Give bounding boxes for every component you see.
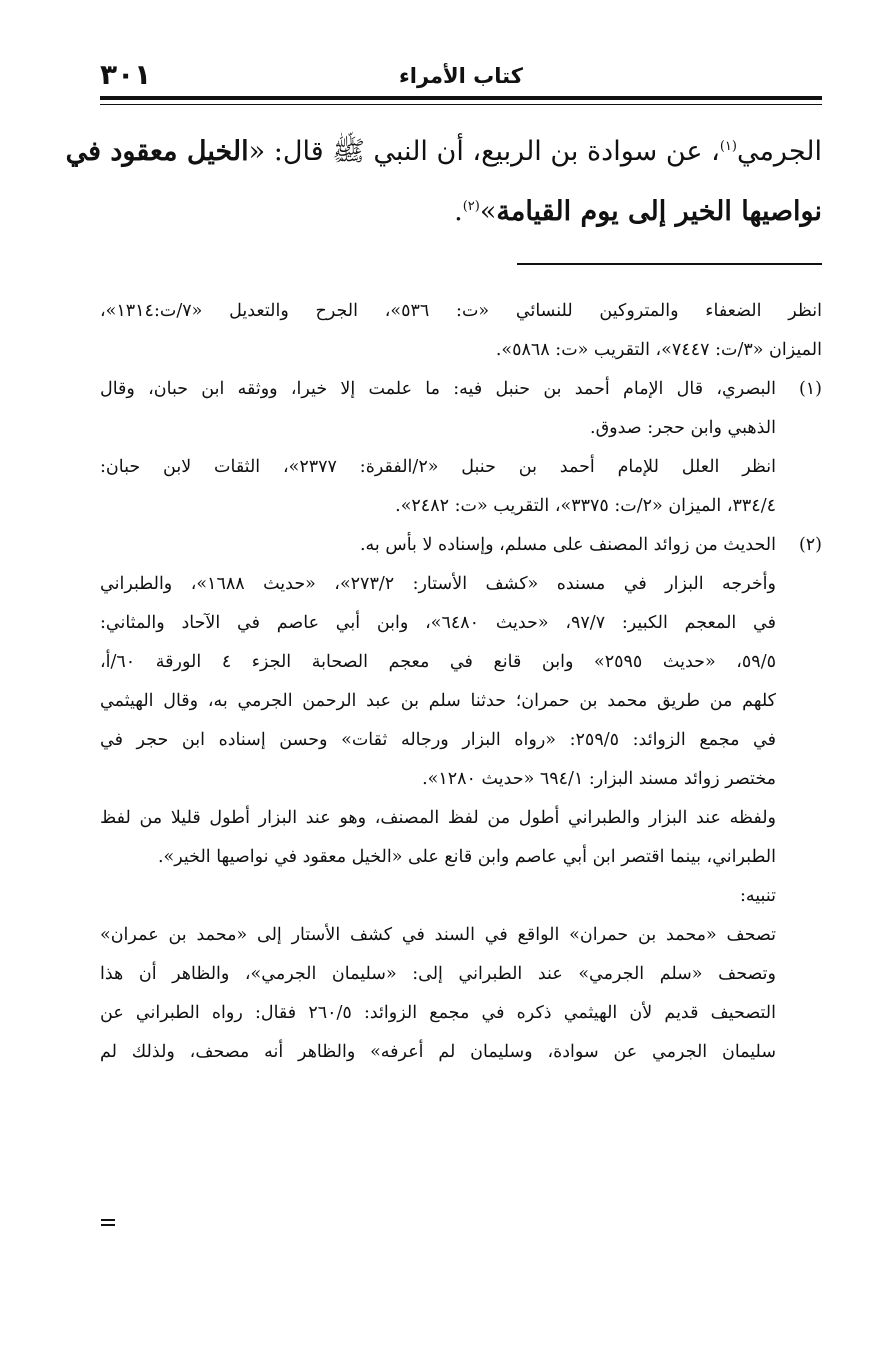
footnote-line-text: تنبيه:	[740, 886, 776, 906]
footnote-line-text: الطبراني، بينما اقتصر ابن أبي عاصم وابن قانع على «الخيل معقود في نواصيها الخير».	[157, 847, 776, 867]
footnote-line-text: كلهم من طريق محمد بن حمران؛ حدثنا سلم بن عبد الرحمن الجرمي به، وقال الهيثمي	[100, 691, 776, 711]
hadith-text-part-2: نواصيها الخير إلى يوم القيامة	[496, 196, 822, 227]
footnote-line-text: في مجمع الزوائد: ٢٥٩/٥: «رواه البزار ورجاله ثقات» وحسن إسناده ابن حجر في	[100, 730, 777, 750]
footnote-1	[100, 370, 822, 526]
header-rule-thick	[100, 96, 822, 100]
footnote-line	[100, 526, 822, 565]
footnote-line	[100, 292, 822, 331]
footnote-line-text: انظر الضعفاء والمتروكين للنسائي «ت: ٥٣٦»، الجرح والتعديل «٧/ت:١٣١٤»،	[100, 301, 822, 321]
footnote-line	[100, 643, 822, 682]
sentence-end: .	[454, 196, 463, 227]
continuation-mark-top	[101, 1219, 115, 1221]
footnotes	[100, 292, 822, 1072]
footnote-line-text: سليمان الجرمي عن سوادة، وسليمان لم أعرفه» والظاهر أنه مصحف، ولذلك لم	[100, 1042, 776, 1062]
footnote-line-text: البصري، قال الإمام أحمد بن حنبل فيه: ما علمت إلا خيرا، ووثقه ابن حبان، وقال	[100, 379, 776, 399]
quote-close: »	[479, 196, 497, 227]
footnote-number: (١)	[798, 379, 822, 399]
footnote-line-text: مختصر زوائد مسند البزار: ٦٩٤/١ «حديث ١٢٨٠».	[422, 769, 776, 789]
footnote-line	[100, 487, 822, 526]
main-text	[65, 122, 822, 242]
footnote-line	[100, 799, 822, 838]
footnote-line-text: الذهبي وابن حجر: صدوق.	[590, 418, 776, 438]
footnote-line-text: في المعجم الكبير: ٩٧/٧، «حديث ٦٤٨٠»، وابن أبي عاصم في الآحاد والمثاني:	[100, 613, 776, 633]
footnote-line	[100, 994, 822, 1033]
footnote-2	[100, 526, 822, 1072]
chapter-title: كتاب الأمراء	[399, 64, 523, 88]
footnote-line	[100, 1033, 822, 1072]
footnote-line-text: ٥٩/٥، «حديث ٢٥٩٥» وابن قانع في معجم الصحابة الجزء ٤ الورقة ٦٠/أ،	[100, 652, 776, 672]
footnote-line-text: انظر العلل للإمام أحمد بن حنبل «٢/الفقرة: ٢٣٧٧»، الثقات لابن حبان:	[100, 457, 776, 477]
footnote-number: (٢)	[798, 535, 822, 555]
footnote-line	[100, 838, 822, 877]
footnote-continued	[100, 292, 822, 370]
running-header	[100, 58, 822, 92]
footnote-line	[100, 604, 822, 643]
footnote-line	[100, 760, 822, 799]
footnote-line-text: وتصحف «سلم الجرمي» عند الطبراني إلى: «سليمان الجرمي»، والظاهر أن هذا	[100, 964, 776, 984]
footnote-line-text: الميزان «٣/ت: ٧٤٤٧»، التقريب «ت: ٥٨٦٨».	[495, 340, 822, 360]
footnote-line	[100, 682, 822, 721]
footnote-line-text: تصحف «محمد بن حمران» الواقع في السند في كشف الأستار إلى «محمد بن عمران»	[100, 925, 776, 945]
footnote-line-text: وأخرجه البزار في مسنده «كشف الأستار: ٢٧٣/٢»، «حديث ١٦٨٨»، والطبراني	[100, 574, 776, 594]
narrator-name: الجرمي	[736, 136, 822, 167]
header-rule-thin	[100, 104, 822, 105]
footnote-line-text: ٣٣٤/٤، الميزان «٢/ت: ٣٣٧٥»، التقريب «ت: ٢٤٨٢».	[395, 496, 776, 516]
footnote-ref-1: (١)	[719, 139, 737, 154]
footnote-line	[100, 448, 822, 487]
footnote-line	[100, 955, 822, 994]
continuation-mark-bottom	[101, 1224, 115, 1226]
footnote-ref-2: (٢)	[462, 199, 480, 214]
footnote-line	[100, 916, 822, 955]
main-line-2	[100, 182, 822, 242]
isnad-text: ، عن سوادة بن الربيع، أن النبي ﷺ قال: «	[248, 136, 720, 167]
footnote-line	[100, 409, 822, 448]
footnote-line-text: التصحيف قديم لأن الهيثمي ذكره في مجمع الزوائد: ٢٦٠/٥ فقال: رواه الطبراني عن	[100, 1003, 776, 1023]
footnote-line-text: الحديث من زوائد المصنف على مسلم، وإسناده لا بأس به.	[359, 535, 776, 555]
footnote-line	[100, 721, 822, 760]
footnote-line	[100, 370, 822, 409]
footnote-line	[100, 331, 822, 370]
footnote-line-text: ولفظه عند البزار والطبراني أطول من لفظ المصنف، وهو عند البزار أطول قليلا من لفظ	[100, 808, 776, 828]
footnote-line	[100, 565, 822, 604]
footnote-line	[100, 877, 822, 916]
page-number: ٣٠١	[100, 58, 152, 91]
footnote-separator	[517, 263, 822, 265]
main-line-1	[65, 122, 822, 182]
hadith-text-part-1: الخيل معقود في	[65, 136, 249, 167]
